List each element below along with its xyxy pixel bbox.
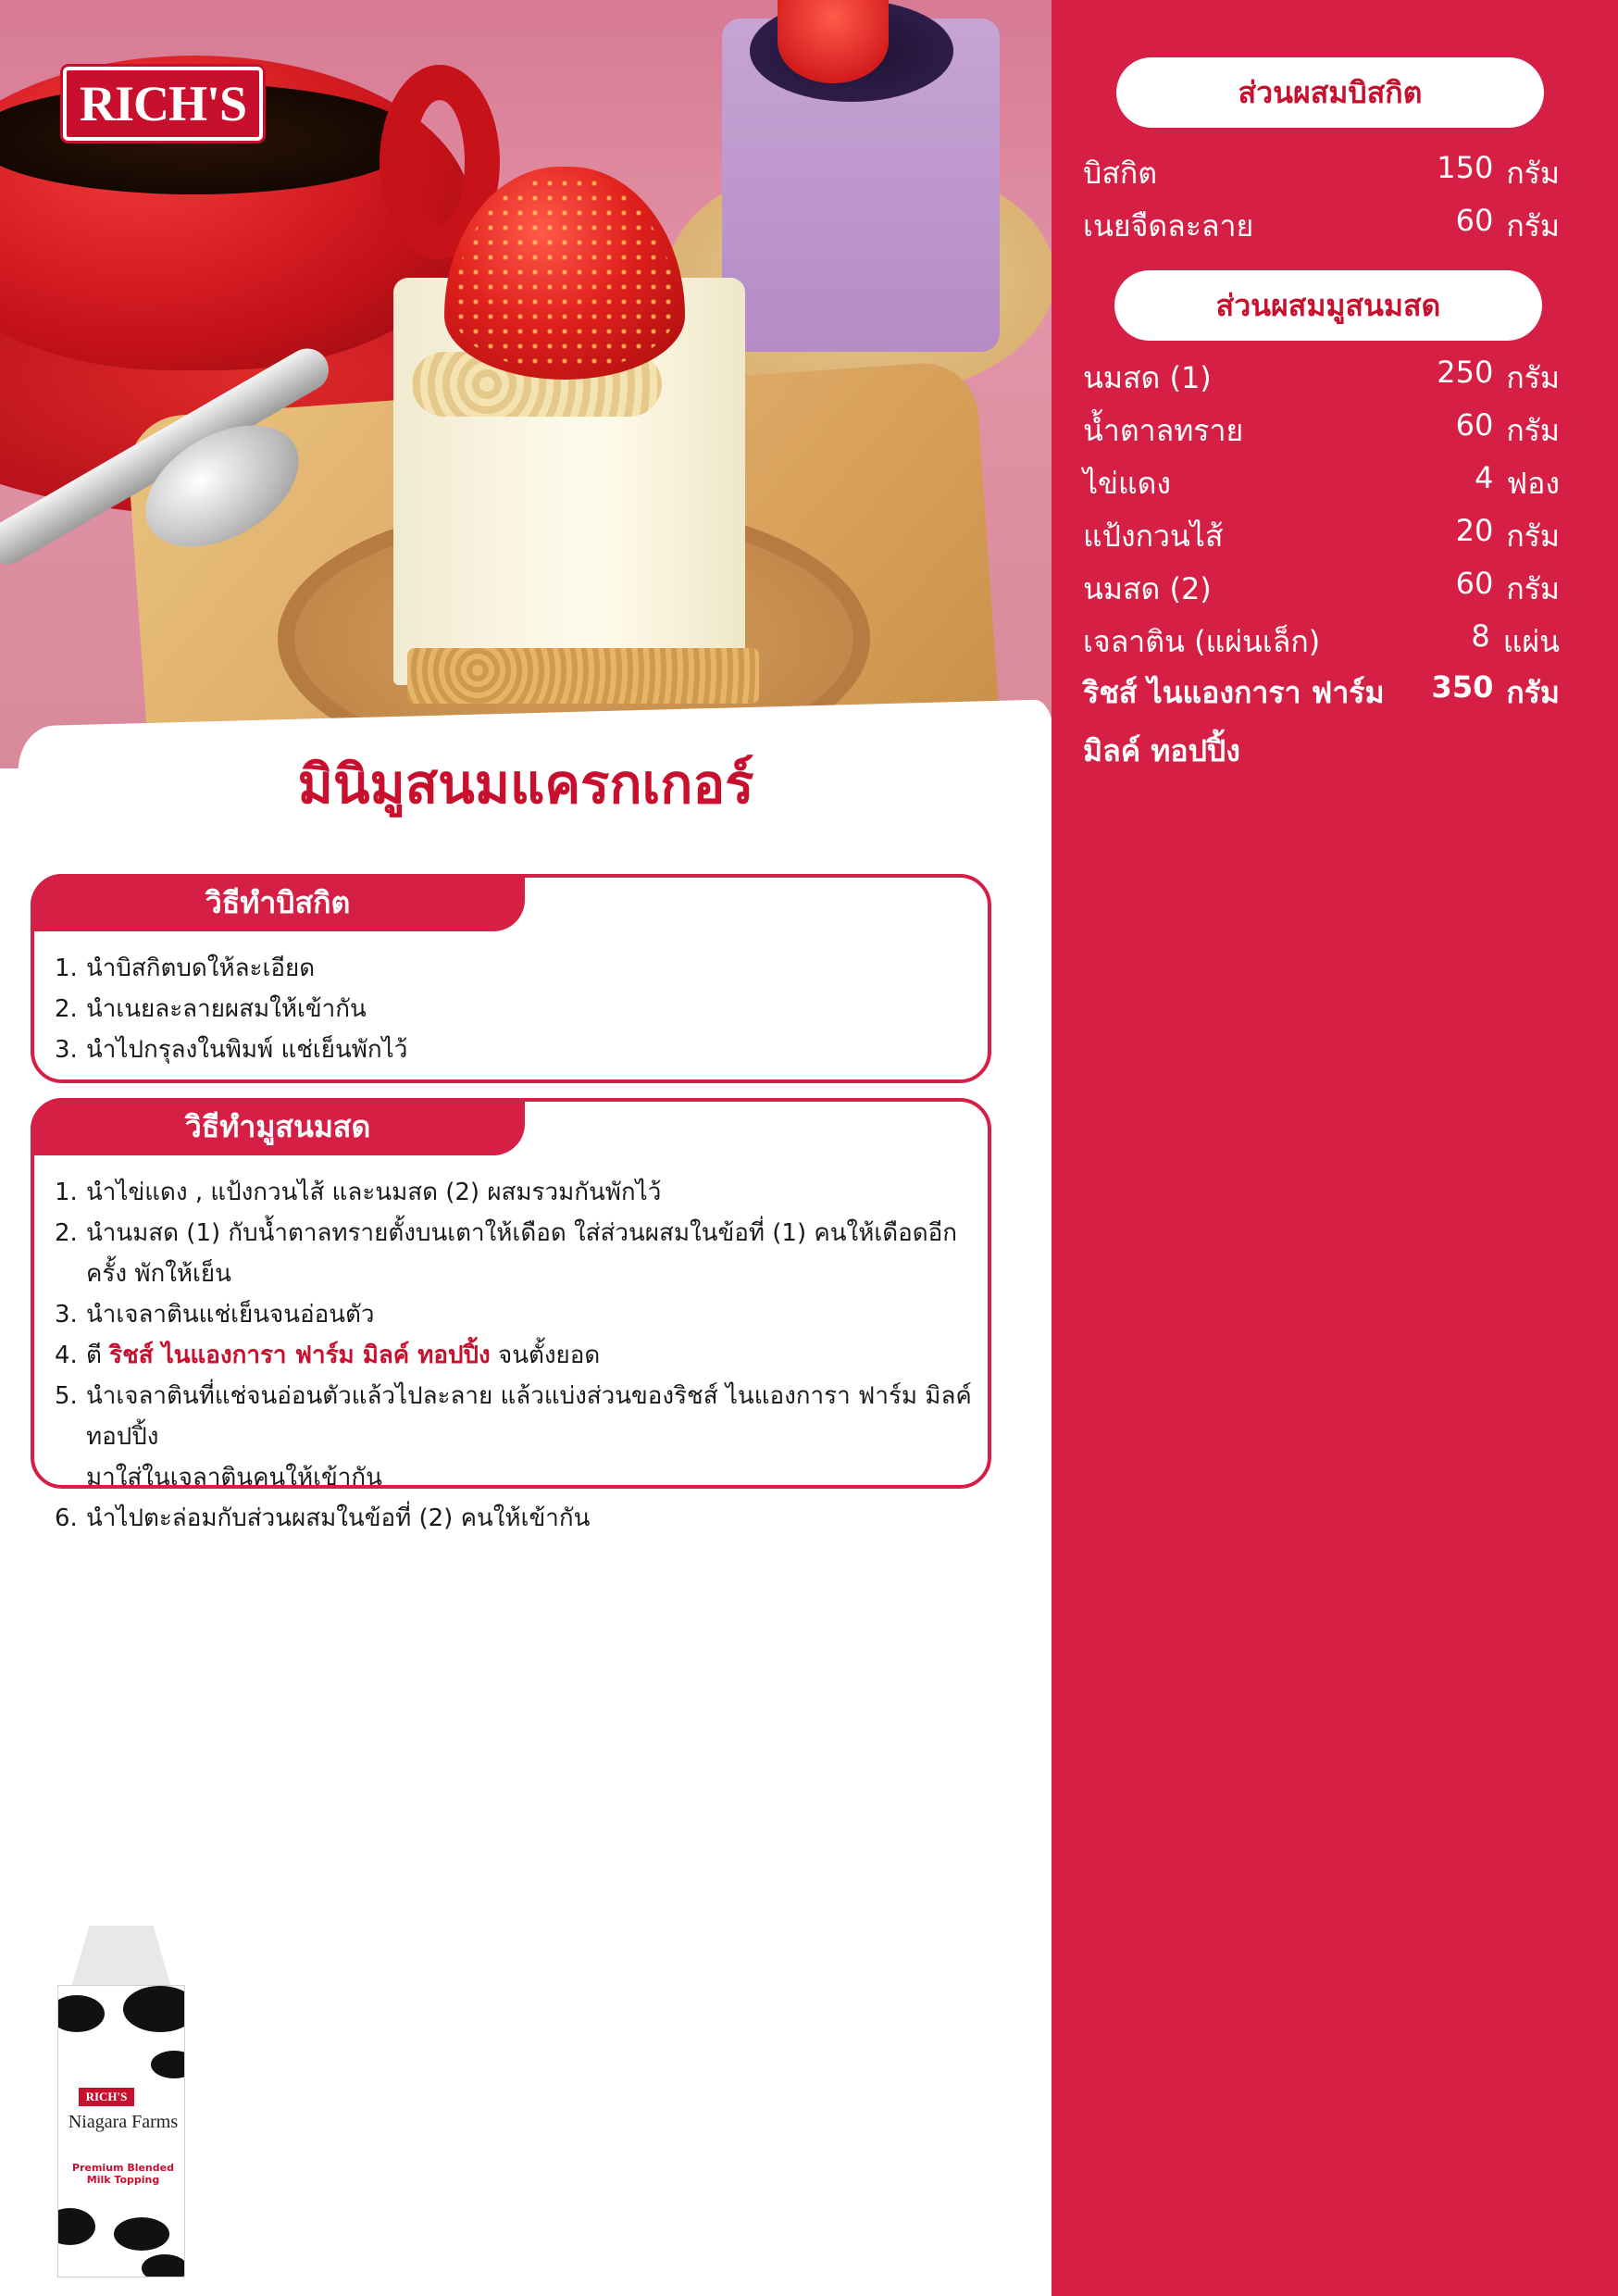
ingredient-amount: 60 xyxy=(1455,406,1494,443)
recipe-title: มินิมูสนมแครกเกอร์ xyxy=(297,753,754,816)
ingredient-unit: กรัม xyxy=(1506,412,1560,448)
biscuit-steps xyxy=(55,948,407,1070)
ingredient-amount: 60 xyxy=(1455,202,1494,238)
step-number: 3. xyxy=(55,1036,78,1064)
ingredient-unit: ฟอง xyxy=(1506,465,1560,501)
ingredient-amount: 4 xyxy=(1475,459,1494,495)
photo-back-strawberry xyxy=(778,0,889,83)
step-item xyxy=(55,948,407,989)
step-text: นำเจลาตินแช่เย็นจนอ่อนตัว xyxy=(86,1301,375,1329)
ingredient-amount: 150 xyxy=(1437,149,1494,185)
ingredient-amount: 8 xyxy=(1471,618,1490,654)
logo-text: RICH'S xyxy=(79,76,247,131)
cow-spot xyxy=(142,2254,185,2277)
step-number: 4. xyxy=(55,1341,78,1369)
ingredient-name: บิสกิต xyxy=(1083,155,1157,191)
step-item xyxy=(55,1376,988,1498)
cow-spot xyxy=(57,1995,105,2032)
ingredient-name: เนยจืดละลาย xyxy=(1083,207,1254,243)
product-carton-image xyxy=(57,1926,185,2277)
step-text-pre: ตี xyxy=(86,1341,110,1369)
step-item xyxy=(55,1294,988,1335)
mousse-method-box xyxy=(31,1098,991,1532)
richs-logo xyxy=(63,67,263,141)
biscuit-mix-heading: ส่วนผสมบิสกิต xyxy=(1116,57,1544,128)
ingredient-unit: กรัม xyxy=(1506,518,1560,554)
step-text: นำเจลาตินที่แช่จนอ่อนตัวแล้วไปละลาย แล้วแบ่งส่วนของริชส์ ไนแองการา ฟาร์ม มิลค์ ทอปปิ้ง xyxy=(86,1382,972,1451)
ingredient-unit: กรัม xyxy=(1506,207,1560,243)
carton-subtitle: Premium Blended Milk Topping xyxy=(72,2162,174,2186)
ingredient-amount: 20 xyxy=(1455,512,1494,548)
ingredient-name: น้ำตาลทราย xyxy=(1083,412,1244,448)
step-text: นำเนยละลายผสมให้เข้ากัน xyxy=(86,995,367,1023)
step-item xyxy=(55,989,407,1029)
ingredient-name: แป้งกวนไส้ xyxy=(1083,518,1224,554)
ingredient-row xyxy=(1083,202,1560,250)
carton-body xyxy=(57,1985,185,2277)
carton-logo: RICH'S xyxy=(79,2088,134,2106)
step-text: นำบิสกิตบดให้ละเอียด xyxy=(86,955,316,982)
ingredient-name: นมสด (2) xyxy=(1083,570,1212,606)
ingredient-row xyxy=(1083,354,1560,402)
cow-spot xyxy=(57,2208,95,2245)
mousse-method-heading: วิธีทำมูสนมสด xyxy=(31,1098,525,1155)
ingredient-amount: 350 xyxy=(1431,668,1494,705)
biscuit-method-box xyxy=(31,874,991,1083)
ingredient-row xyxy=(1083,406,1560,455)
ingredient-name: ไข่แดง xyxy=(1083,465,1171,501)
carton-brand: Niagara Farms xyxy=(68,2112,179,2132)
step-number: 6. xyxy=(55,1504,78,1532)
step-number: 1. xyxy=(55,1179,78,1206)
ingredient-name: นมสด (1) xyxy=(1083,359,1212,395)
cow-spot xyxy=(123,1986,185,2032)
step-number: 2. xyxy=(55,995,78,1023)
cow-spot xyxy=(114,2217,169,2251)
step-text: นำนมสด (1) กับน้ำตาลทรายตั้งบนเตาให้เดือด ใส่ส่วนผสมในข้อที่ (1) คนให้เดือดอีกครั้ง พักให้เย็น xyxy=(86,1219,958,1288)
step-number: 2. xyxy=(55,1219,78,1247)
ingredient-row-highlight xyxy=(1083,668,1560,717)
step-item xyxy=(55,1213,988,1294)
step-item xyxy=(55,1029,407,1070)
ingredients-panel xyxy=(1052,0,1618,2296)
step-text-line2: มาใส่ในเจลาตินคนให้เข้ากัน xyxy=(86,1464,382,1491)
step-text-post: จนตั้งยอด xyxy=(490,1341,601,1369)
ingredient-name-continued: มิลค์ ทอปปิ้ง xyxy=(1083,733,1240,768)
mousse-steps xyxy=(55,1172,988,1539)
ingredient-row xyxy=(1083,618,1560,666)
biscuit-method-heading: วิธีทำบิสกิต xyxy=(31,874,525,931)
product-highlight: ริชส์ ไนแองการา ฟาร์ม มิลค์ ทอปปิ้ง xyxy=(109,1341,491,1369)
ingredient-amount: 60 xyxy=(1455,565,1494,601)
ingredient-name: เจลาติน (แผ่นเล็ก) xyxy=(1083,623,1321,659)
ingredient-row xyxy=(1083,565,1560,613)
step-number: 3. xyxy=(55,1301,78,1329)
step-number: 5. xyxy=(55,1382,78,1410)
ingredient-row xyxy=(1083,149,1560,197)
cow-spot xyxy=(151,2051,185,2078)
ingredient-name: ริชส์ ไนแองการา ฟาร์ม xyxy=(1083,674,1385,710)
step-text: นำไปตะล่อมกับส่วนผสมในข้อที่ (2) คนให้เข้ากัน xyxy=(86,1504,591,1532)
step-number: 1. xyxy=(55,955,78,982)
ingredient-row xyxy=(1083,459,1560,507)
step-item xyxy=(55,1498,988,1539)
step-item xyxy=(55,1335,988,1376)
step-item xyxy=(55,1172,988,1213)
step-text: นำไข่แดง , แป้งกวนไส้ และนมสด (2) ผสมรวมกันพักไว้ xyxy=(86,1179,662,1206)
mousse-mix-heading: ส่วนผสมมูสนมสด xyxy=(1114,270,1542,341)
step-text: นำไปกรุลงในพิมพ์ แช่เย็นพักไว้ xyxy=(86,1036,408,1064)
carton-top xyxy=(57,1926,185,1990)
ingredient-row xyxy=(1083,512,1560,560)
ingredient-unit: แผ่น xyxy=(1502,623,1560,659)
ingredient-unit: กรัม xyxy=(1506,155,1560,191)
ingredient-unit: กรัม xyxy=(1506,359,1560,395)
ingredient-unit: กรัม xyxy=(1506,674,1560,710)
ingredient-unit: กรัม xyxy=(1506,570,1560,606)
photo-cake-crust xyxy=(407,648,759,704)
ingredient-amount: 250 xyxy=(1437,354,1494,390)
